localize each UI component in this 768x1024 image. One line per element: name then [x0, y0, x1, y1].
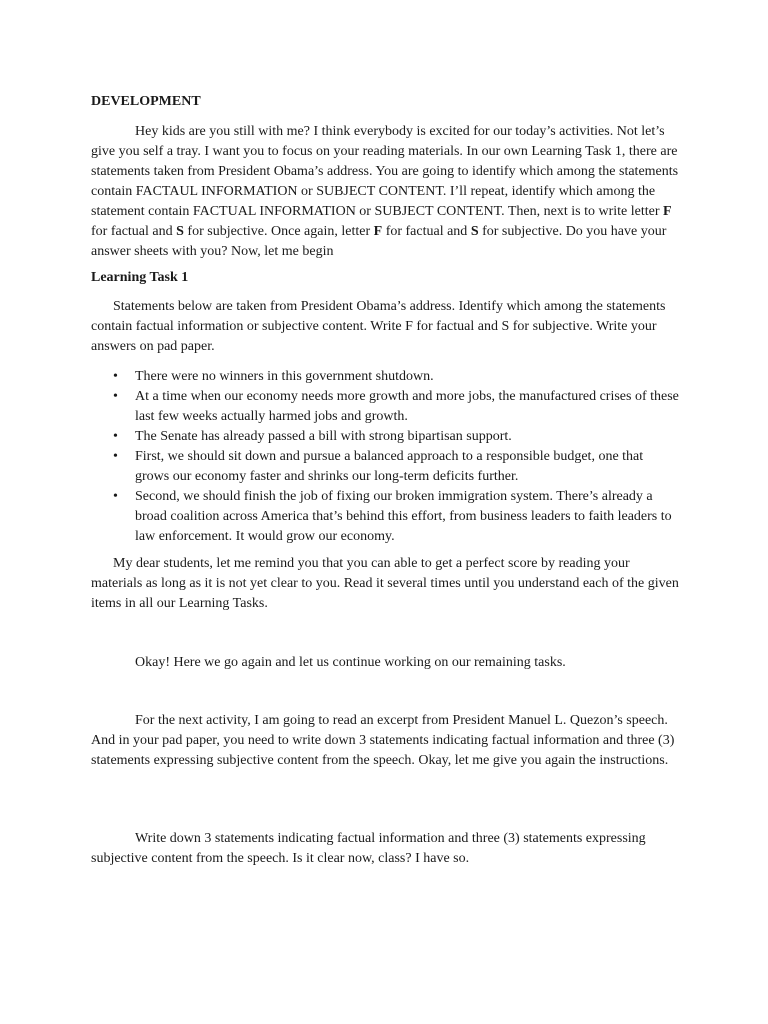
intro-text-3: for subjective. Once again, letter	[183, 224, 374, 239]
intro-text-5: for subjective. Do you have your answer sheets with you? Now, let me begin	[91, 224, 667, 259]
statements-list	[91, 367, 679, 547]
intro-bold-f-2: F	[373, 224, 383, 239]
list-item	[91, 487, 679, 547]
bullet-icon: •	[113, 489, 118, 504]
bullet-icon: •	[113, 369, 118, 384]
intro-text-4: for factual and	[382, 224, 471, 239]
next-activity-paragraph: For the next activity, I am going to read an excerpt from President Manuel L. Quezon’s speech. And in your pad paper, you need to write down 3 statements indicating factual information and three (3) statements expressing subjective content from the speech. Okay, let me give you again the instructions.	[91, 713, 675, 768]
list-item	[91, 367, 679, 387]
intro-bold-s-1: S	[176, 224, 184, 239]
intro-bold-f-1: F	[663, 204, 672, 219]
list-item-text: The Senate has already passed a bill with strong bipartisan support.	[135, 429, 512, 444]
list-item	[91, 387, 679, 427]
okay-paragraph: Okay! Here we go again and let us continue working on our remaining tasks.	[135, 655, 566, 670]
bullet-icon: •	[113, 429, 118, 444]
bullet-icon: •	[113, 389, 118, 404]
intro-text-2: for factual and	[91, 224, 177, 239]
learning-task-heading: Learning Task 1	[91, 270, 189, 285]
list-item	[91, 427, 679, 447]
write-down-paragraph: Write down 3 statements indicating factual information and three (3) statements expressing subjective content from the speech. Is it clear now, class? I have so.	[91, 831, 646, 866]
intro-paragraph	[91, 122, 679, 262]
reminder-paragraph: My dear students, let me remind you that you can able to get a perfect score by reading your materials as long as it is not yet clear to you. Read it several times until you understand each of the given items in all our Learning Tasks.	[91, 556, 679, 611]
intro-bold-s-2: S	[470, 224, 479, 239]
section-heading: DEVELOPMENT	[91, 94, 201, 109]
list-item-text: First, we should sit down and pursue a balanced approach to a responsible budget, one that grows our economy faster and shrinks our long-term deficits further.	[135, 449, 644, 484]
list-item	[91, 447, 679, 487]
list-item-text: Second, we should finish the job of fixing our broken immigration system. There’s already a broad coalition across America that’s behind this effort, from business leaders to faith leaders to law enforcement. It would grow our economy.	[135, 489, 672, 544]
task-instructions: Statements below are taken from President Obama’s address. Identify which among the statements contain factual information or subjective content. Write F for factual and S for subjective. Write your answers on pad paper.	[91, 299, 666, 354]
list-item-text: At a time when our economy needs more growth and more jobs, the manufactured crises of these last few weeks actually harmed jobs and growth.	[135, 389, 679, 424]
list-item-text: There were no winners in this government shutdown.	[135, 369, 434, 384]
intro-text-1: Hey kids are you still with me? I think everybody is excited for our today’s activities. Not let’s give you self a tray. I want you to focus on your reading materials. In our own Learning Task 1, there are statements taken from President Obama’s address. You are going to identify which among the statements contain FACTAUL INFORMATION or SUBJECT CONTENT. I’ll repeat, identify which among the statement contain FACTUAL INFORMATION or SUBJECT CONTENT. Then, next is to write letter	[91, 124, 679, 219]
bullet-icon: •	[113, 449, 118, 464]
